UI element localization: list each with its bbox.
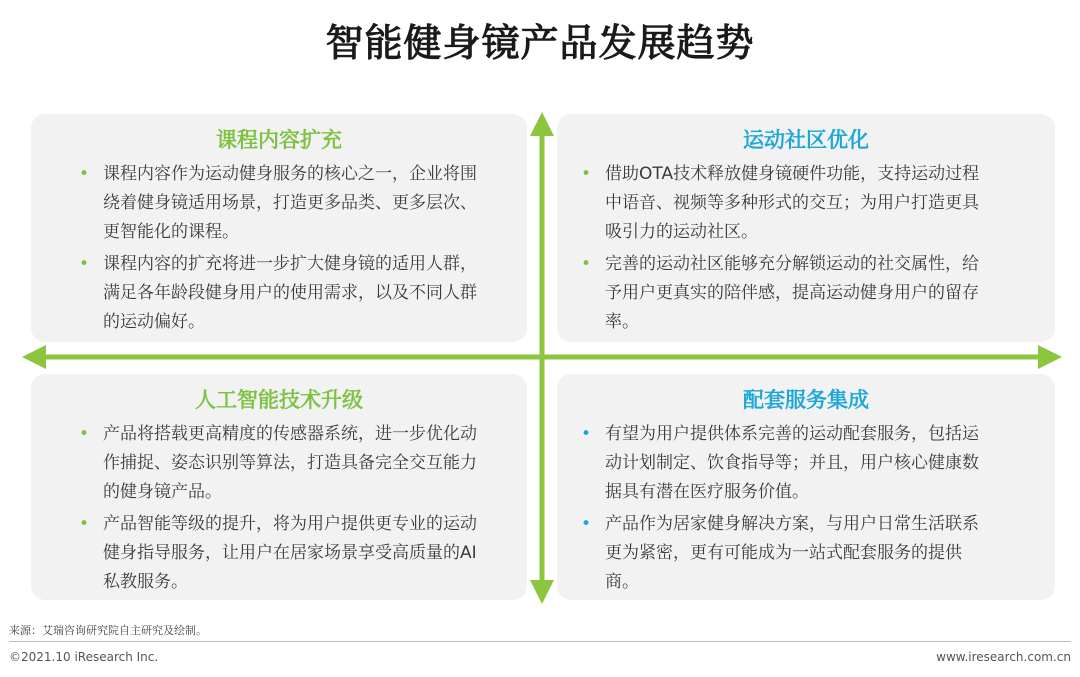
website-link[interactable]: www.iresearch.com.cn [936,650,1071,664]
card-title: 人工智能技术升级 [195,388,363,412]
bullet-dot-icon: • [79,164,90,184]
card-title: 运动社区优化 [743,128,869,152]
source-note: 来源：艾瑞咨询研究院自主研究及绘制。 [9,624,207,637]
arrow-up-icon [530,112,554,136]
bullet-dot-icon: • [581,164,592,184]
bullet-dot-icon: • [79,514,90,534]
bullet-text: 课程内容的扩充将进一步扩大健身镜的适用人群，满足各年龄段健身用户的使用需求，以及不同人群的运动偏好。 [103,254,477,332]
bullet-dot-icon: • [79,424,90,444]
bullet-dot-icon: • [581,514,592,534]
footer-divider [9,641,1071,642]
bullet-text: 完善的运动社区能够充分解锁运动的社交属性，给予用户更真实的陪伴感，提高运动健身用户的留存率。 [605,254,979,332]
bullet-dot-icon: • [581,254,592,274]
arrow-right-icon [1038,345,1062,369]
bullet-text: 产品作为居家健身解决方案，与用户日常生活联系更为紧密，更有可能成为一站式配套服务的提供商。 [605,514,979,592]
page-title: 智能健身镜产品发展趋势 [325,21,755,65]
card-title: 课程内容扩充 [216,128,342,152]
bullet-text: 课程内容作为运动健身服务的核心之一，企业将围绕着健身镜适用场景，打造更多品类、更多层次、更智能化的课程。 [103,164,477,242]
bullet-text: 有望为用户提供体系完善的运动配套服务，包括运动计划制定、饮食指导等；并且，用户核心健康数据具有潜在医疗服务价值。 [605,424,979,502]
bullet-text: 产品将搭载更高精度的传感器系统，进一步优化动作捕捉、姿态识别等算法，打造具备完全交互能力的健身镜产品。 [103,424,477,502]
bullet-text: 产品智能等级的提升，将为用户提供更专业的运动健身指导服务，让用户在居家场景享受高质量的AI私教服务。 [103,514,477,592]
card-title: 配套服务集成 [743,388,869,412]
copyright-text: ©2021.10 iResearch Inc. [9,650,159,664]
arrow-left-icon [22,345,46,369]
arrow-down-icon [530,580,554,604]
bullet-text: 借助OTA技术释放健身镜硬件功能，支持运动过程中语音、视频等多种形式的交互；为用户打造更具吸引力的运动社区。 [605,164,980,242]
bullet-dot-icon: • [581,424,592,444]
bullet-dot-icon: • [79,254,90,274]
